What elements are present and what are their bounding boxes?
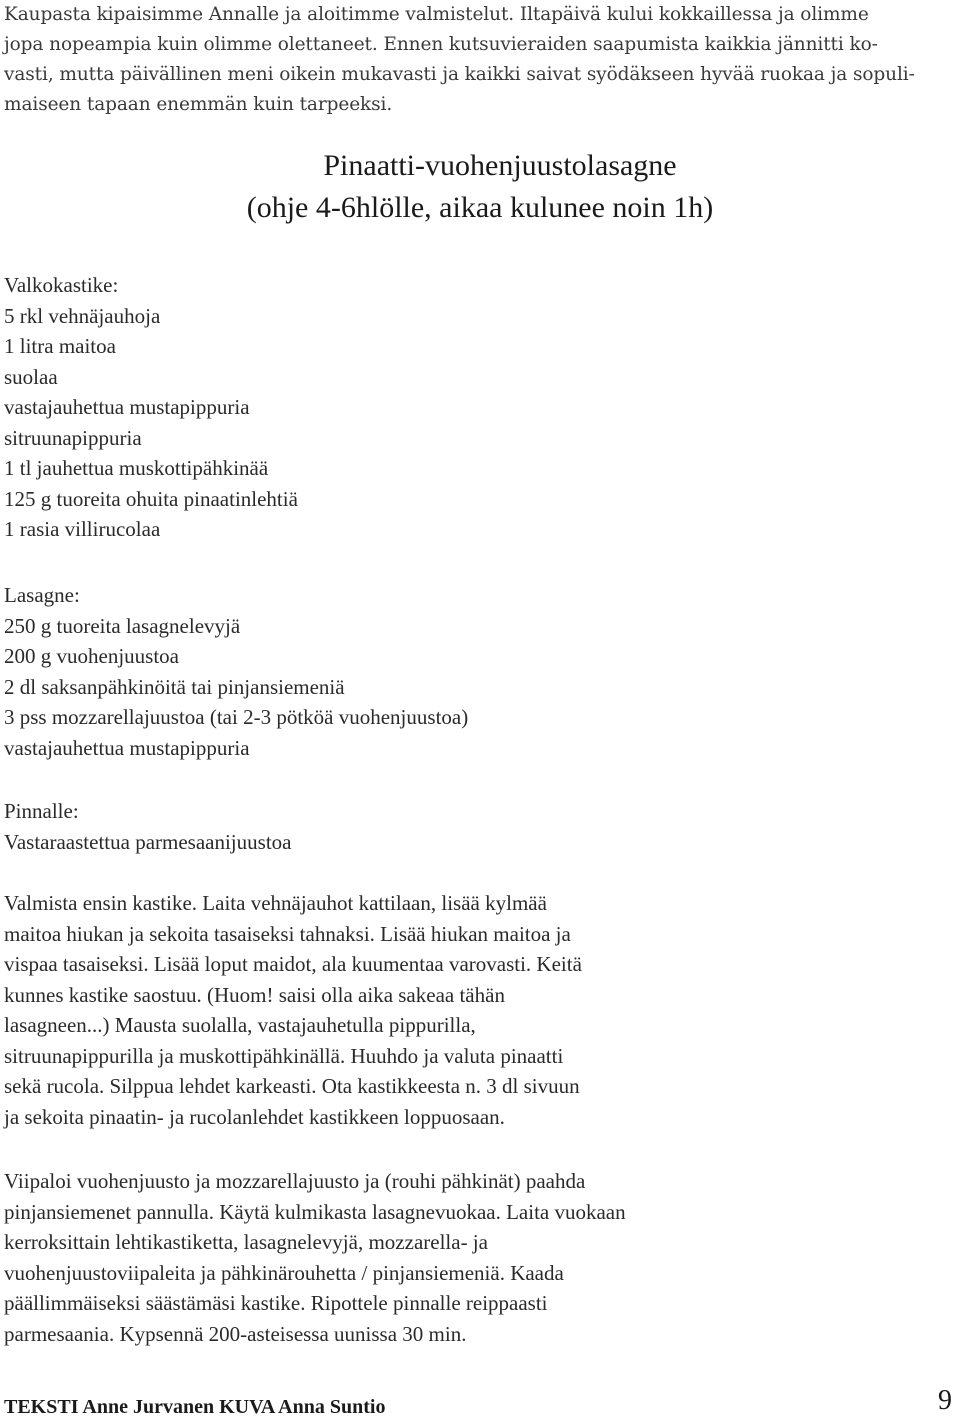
method-line: päällimmäiseksi säästämäsi kastike. Ripottele pinnalle reippaasti (4, 1291, 548, 1315)
ingredients-valkokastike (4, 270, 944, 545)
method-line: maitoa hiukan ja sekoita tasaiseksi tahnaksi. Lisää hiukan maitoa ja (4, 921, 571, 946)
method-line: sitruunapippurilla ja muskottipähkinällä. Huuhdo ja valuta pinaatti (4, 1043, 564, 1068)
ingredient-item: 250 g tuoreita lasagnelevyjä (4, 613, 241, 638)
method-line: ja sekoita pinaatin- ja rucolanlehdet kastikkeen loppuosaan. (4, 1104, 505, 1129)
ingredient-item: 5 rkl vehnäjauhoja (4, 303, 161, 328)
ingredient-item: 1 tl jauhettua muskottipähkinää (4, 456, 269, 480)
section-heading: Valkokastike: (4, 273, 119, 297)
ingredient-item: sitruunapippuria (4, 425, 142, 450)
method-line: vispaa tasaiseksi. Lisää loput maidot, ala kuumentaa varovasti. Keitä (4, 952, 582, 976)
method-line: parmesaania. Kypsennä 200-asteisessa uunissa 30 min. (4, 1321, 467, 1346)
intro-paragraph (4, 0, 954, 120)
method-line: lasagneen...) Mausta suolalla, vastajauhetulla pippurilla, (4, 1013, 476, 1037)
recipe-title: Pinaatti-vuohenjuustolasagne (323, 149, 677, 182)
ingredients-pinnalle (4, 796, 944, 857)
method-line: Valmista ensin kastike. Laita vehnäjauhot kattilaan, lisää kylmää (4, 891, 547, 915)
section-heading: Pinnalle: (4, 799, 79, 823)
ingredient-item: Vastaraastettua parmesaanijuustoa (4, 829, 292, 854)
section-heading: Lasagne: (4, 583, 80, 607)
ingredient-item: vastajauhettua mustapippuria (4, 735, 250, 760)
intro-line: jopa nopeampia kuin olimme olettaneet. Ennen kutsuvieraiden saapumista kaikkia jännitti ko- (4, 34, 878, 55)
page-number: 9 (938, 1385, 952, 1416)
method-line: kunnes kastike saostuu. (Huom! saisi olla aika sakeaa tähän (4, 982, 505, 1007)
ingredient-item: 2 dl saksanpähkinöitä tai pinjansiemeniä (4, 674, 345, 699)
ingredient-item: 1 litra maitoa (4, 334, 116, 358)
method-paragraph-2 (4, 1166, 944, 1349)
intro-line: Kaupasta kipaisimme Annalle ja aloitimme valmistelut. Iltapäivä kului kokkaillessa ja olimme (4, 4, 869, 25)
intro-line: vasti, mutta päivällinen meni oikein mukavasti ja kaikki saivat syödäkseen hyvää ruokaa ja sopuli- (4, 64, 915, 85)
ingredient-item: vastajauhettua mustapippuria (4, 395, 250, 419)
footer-credits: TEKSTI Anne Jurvanen KUVA Anna Suntio (4, 1396, 386, 1418)
recipe-subtitle: (ohje 4-6hlölle, aikaa kulunee noin 1h) (246, 191, 714, 224)
ingredient-item: 125 g tuoreita ohuita pinaatinlehtiä (4, 486, 298, 511)
method-line: Viipaloi vuohenjuusto ja mozzarellajuusto ja (rouhi pähkinät) paahda (4, 1169, 586, 1193)
method-line: sekä rucola. Silppua lehdet karkeasti. Ota kastikkeesta n. 3 dl sivuun (4, 1074, 580, 1098)
method-paragraph-1 (4, 888, 944, 1132)
ingredient-item: 1 rasia villirucolaa (4, 517, 161, 541)
ingredients-lasagne (4, 580, 944, 763)
ingredient-item: 200 g vuohenjuustoa (4, 644, 179, 668)
method-line: kerroksittain lehtikastiketta, lasagnelevyjä, mozzarella- ja (4, 1230, 488, 1254)
method-line: vuohenjuustoviipaleita ja pähkinärouhetta / pinjansiemeniä. Kaada (4, 1260, 564, 1285)
ingredient-item: suolaa (4, 364, 58, 389)
method-line: pinjansiemenet pannulla. Käytä kulmikasta lasagnevuokaa. Laita vuokaan (4, 1199, 626, 1224)
ingredient-item: 3 pss mozzarellajuustoa (tai 2-3 pötköä vuohenjuustoa) (4, 705, 469, 729)
intro-line: maiseen tapaan enemmän kuin tarpeeksi. (4, 94, 393, 115)
